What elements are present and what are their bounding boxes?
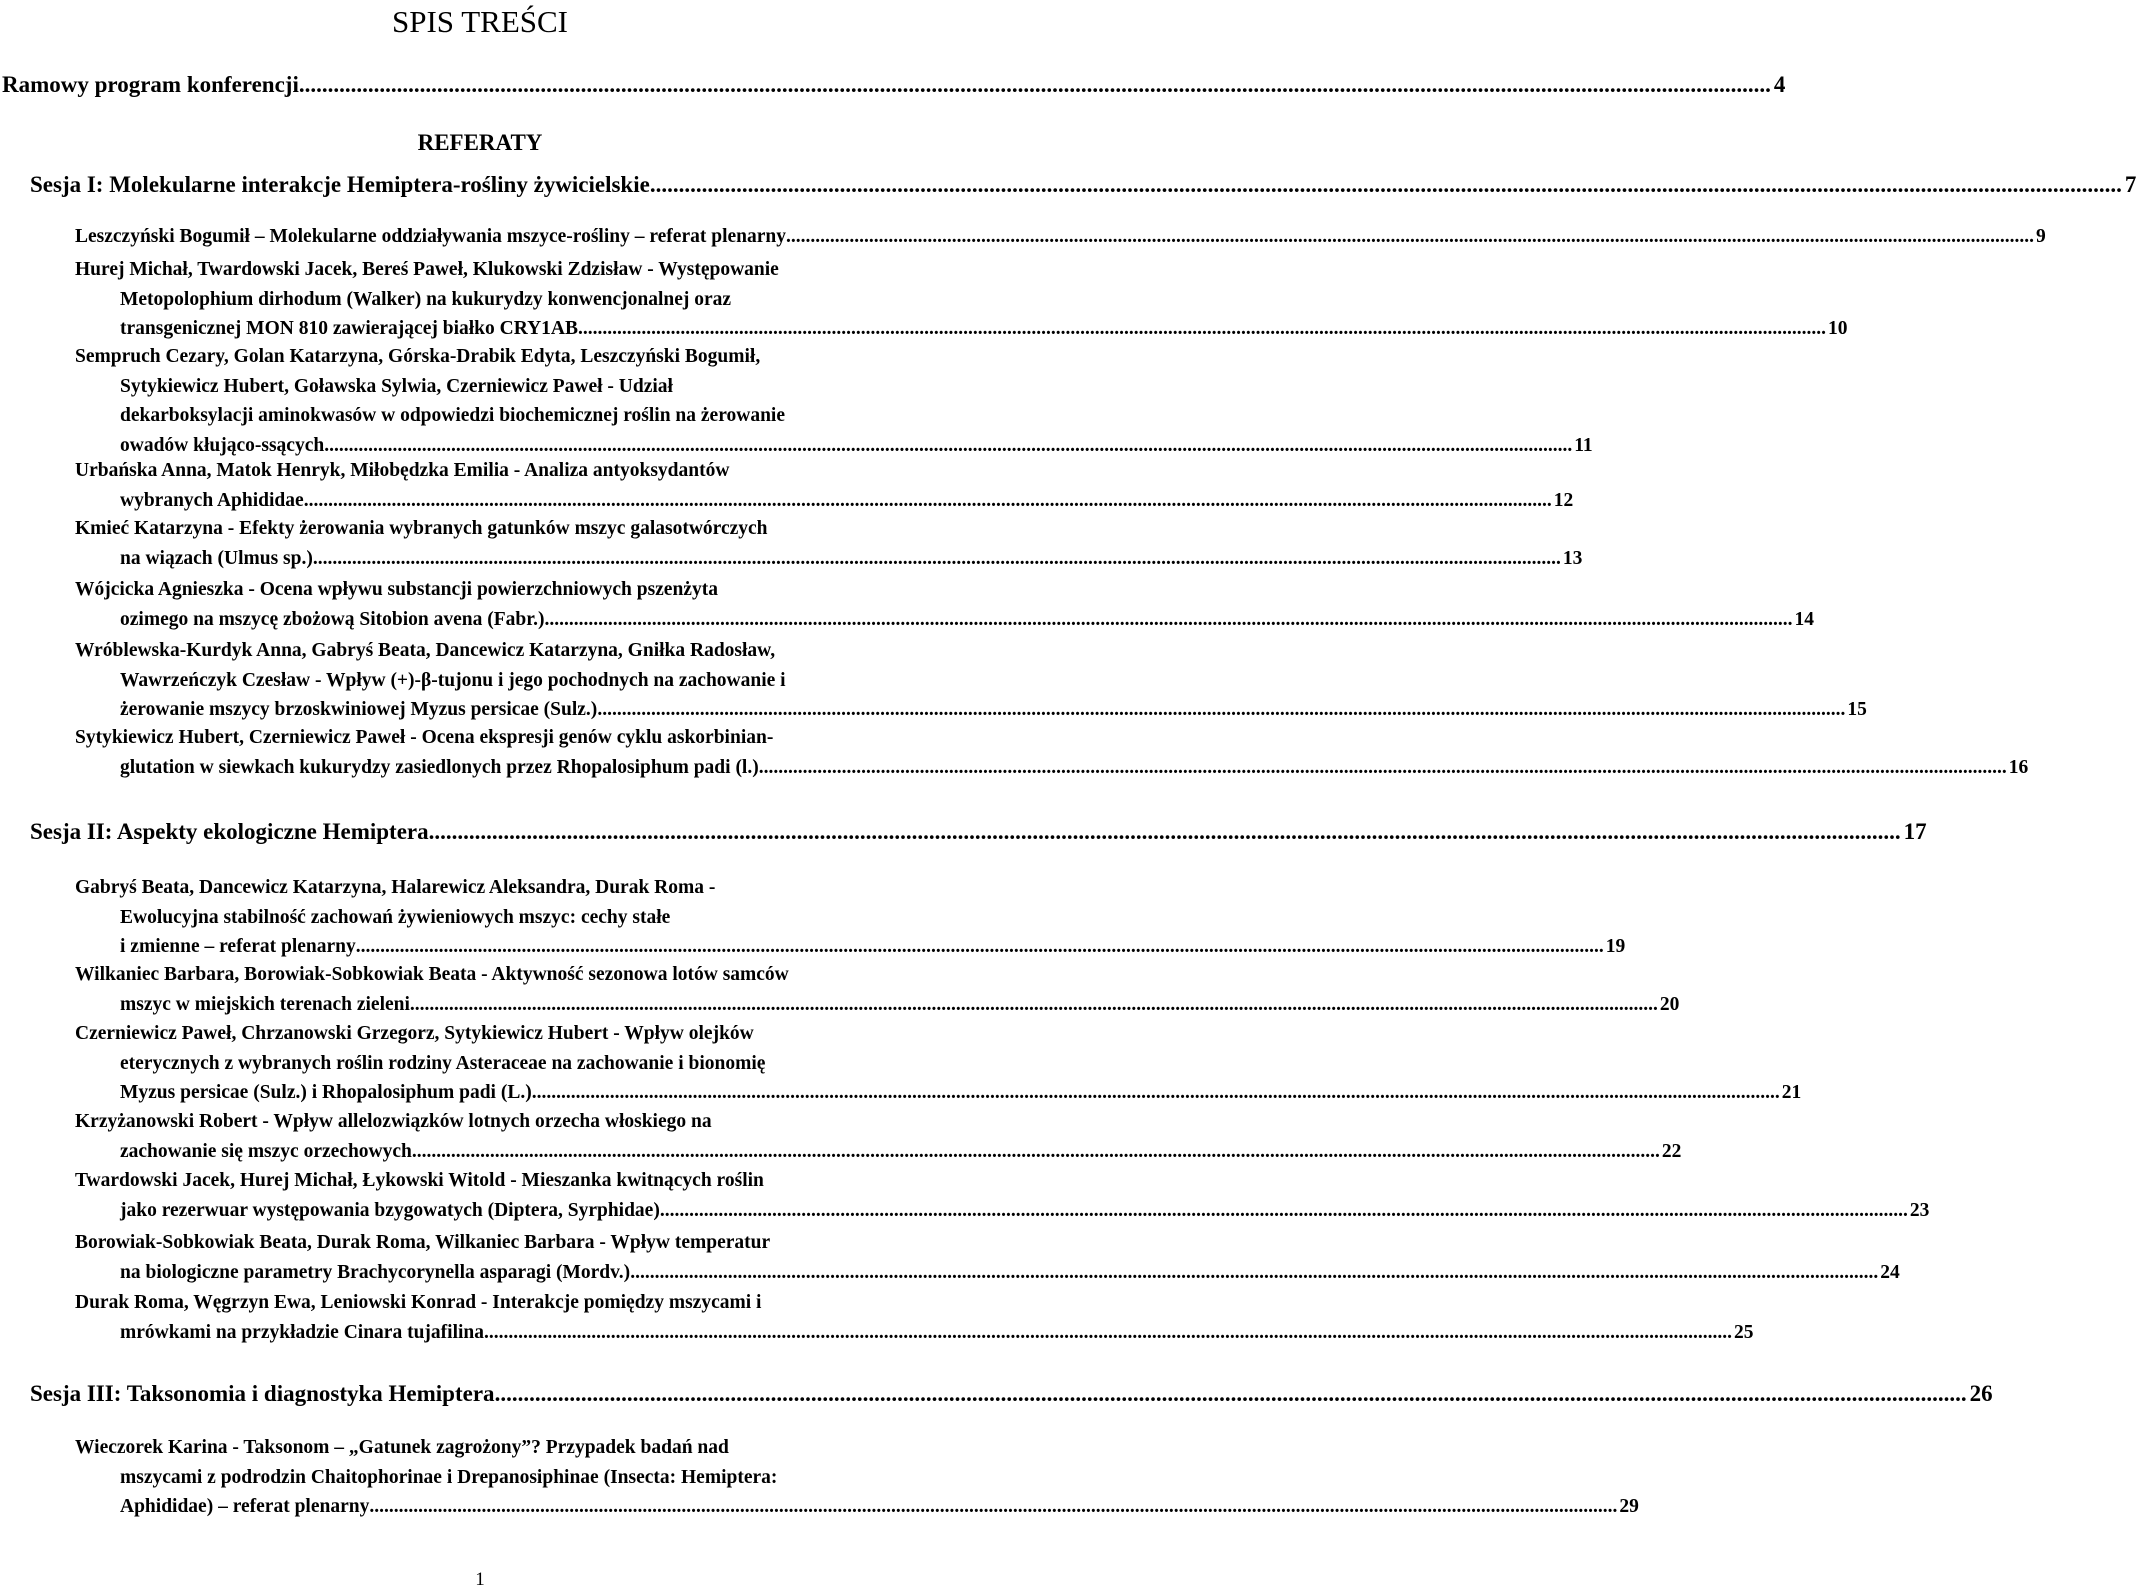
toc-entry-page: 10	[1828, 318, 1848, 339]
toc-entry	[75, 456, 1574, 515]
toc-entry-text: transgenicznej MON 810 zawierającej białko CRY1AB	[120, 318, 579, 339]
toc-entry-text: mszyc w miejskich terenach zieleni	[120, 993, 410, 1015]
toc-entry-last-line	[75, 1258, 1900, 1288]
toc-entry	[75, 1166, 1930, 1225]
toc-entry-last-line	[75, 1492, 1639, 1522]
dot-leader	[630, 1258, 1878, 1288]
toc-entry	[75, 723, 2029, 782]
dot-leader	[578, 314, 1826, 344]
toc-entry-last-line	[75, 990, 1680, 1020]
toc-entry	[75, 514, 1583, 573]
toc-entry-page: 24	[1880, 1261, 1900, 1283]
toc-entry-text: glutation w siewkach kukurydzy zasiedlonych przez Rhopalosiphum padi (l.)	[120, 756, 759, 778]
toc-entry-line: Ewolucyjna stabilność zachowań żywieniowych mszyc: cechy stałe	[120, 906, 671, 928]
toc-entry-page: 21	[1781, 1082, 1802, 1103]
dot-leader	[304, 486, 1552, 516]
toc-entry-last-line	[75, 1318, 1754, 1348]
session-heading-text: Sesja I: Molekularne interakcje Hemiptera-rośliny żywicielskie	[30, 172, 650, 197]
toc-entry-last-line	[75, 314, 1848, 344]
toc-entry	[75, 1433, 1639, 1522]
toc-entry	[75, 960, 1680, 1019]
toc-entry	[75, 1107, 1682, 1166]
dot-leader	[412, 1137, 1660, 1167]
toc-entry-line: Gabryś Beata, Dancewicz Katarzyna, Halarewicz Aleksandra, Durak Roma -	[75, 877, 716, 898]
session-2-heading	[30, 817, 1927, 847]
toc-entry-line: eterycznych z wybranych roślin rodziny Asteraceae na zachowanie i bionomię	[120, 1052, 766, 1074]
toc-entry-page: 29	[1619, 1496, 1639, 1517]
section-heading-referaty: REFERATY	[417, 130, 543, 155]
toc-entry-page: 13	[1562, 547, 1583, 569]
toc-entry-last-line	[75, 605, 1814, 635]
toc-entry	[75, 1288, 1754, 1347]
toc-entry-text: Myzus persicae (Sulz.) i Rhopalosiphum padi (L.)	[120, 1082, 532, 1103]
dot-leader	[313, 544, 1561, 574]
session-heading-text: Sesja II: Aspekty ekologiczne Hemiptera	[30, 819, 429, 844]
toc-entry-line: Borowiak-Sobkowiak Beata, Durak Roma, Wilkaniec Barbara - Wpływ temperatur	[75, 1232, 771, 1253]
toc-entry-last-line	[75, 932, 1626, 962]
toc-entry	[75, 1019, 1802, 1108]
footer-page-number: 1	[475, 1569, 485, 1590]
toc-entry-line: Kmieć Katarzyna - Efekty żerowania wybranych gatunków mszyc galasotwórczych	[75, 518, 768, 539]
toc-line-page: 4	[1773, 72, 1786, 97]
toc-entry-page: 22	[1661, 1140, 1682, 1162]
toc-entry	[75, 255, 1848, 344]
dot-leader	[786, 222, 2034, 252]
session-heading-page: 7	[2124, 172, 2136, 197]
toc-entry-line: Twardowski Jacek, Hurej Michał, Łykowski Witold - Mieszanka kwitnących roślin	[75, 1170, 764, 1191]
toc-entry-text: na biologiczne parametry Brachycorynella asparagi (Mordv.)	[120, 1261, 631, 1283]
toc-entry	[75, 1228, 1900, 1287]
toc-entry	[75, 636, 1867, 725]
toc-entry-text: jako rezerwuar występowania bzygowatych (Diptera, Syrphidae)	[120, 1199, 660, 1221]
toc-entry-line: Krzyżanowski Robert - Wpływ allelozwiązków lotnych orzecha włoskiego na	[75, 1111, 712, 1132]
toc-entry-text: Leszczyński Bogumił – Molekularne oddziaływania mszyce-rośliny – referat plenarny	[75, 226, 786, 247]
toc-entry-last-line	[75, 1196, 1930, 1226]
toc-entry-line: dekarboksylacji aminokwasów w odpowiedzi biochemicznej roślin na żerowanie	[120, 405, 785, 426]
session-heading-page: 26	[1969, 1381, 1993, 1406]
toc-entry-line: Wróblewska-Kurdyk Anna, Gabryś Beata, Dancewicz Katarzyna, Gniłka Radosław,	[75, 640, 776, 661]
toc-entry-text: żerowanie mszycy brzoskwiniowej Myzus persicae (Sulz.)	[120, 699, 598, 720]
session-1-heading	[30, 170, 2136, 200]
toc-entry-line: Sempruch Cezary, Golan Katarzyna, Górska-Drabik Edyta, Leszczyński Bogumił,	[75, 346, 761, 367]
session-heading-page: 17	[1903, 819, 1927, 844]
dot-leader	[484, 1318, 1732, 1348]
toc-entry-text: wybranych Aphididae	[120, 489, 304, 511]
toc-entry-last-line	[75, 486, 1574, 516]
toc-entry-line: Metopolophium dirhodum (Walker) na kukurydzy konwencjonalnej oraz	[120, 288, 732, 310]
toc-entry-last-line	[75, 222, 2046, 252]
dot-leader	[759, 753, 2007, 783]
dot-leader	[597, 695, 1845, 725]
toc-entry-line: Sytykiewicz Hubert, Czerniewicz Paweł - Ocena ekspresji genów cyklu askorbinian-	[75, 727, 774, 748]
dot-leader	[410, 990, 1658, 1020]
toc-entry-page: 15	[1847, 699, 1867, 720]
toc-entry-text: ozimego na mszycę zbożową Sitobion avena (Fabr.)	[120, 608, 545, 630]
toc-entry-page: 14	[1794, 608, 1814, 630]
toc-line-program	[2, 70, 1786, 100]
toc-entry	[75, 873, 1626, 962]
page-title: SPIS TREŚCI	[391, 4, 569, 39]
toc-entry-page: 11	[1574, 434, 1593, 456]
toc-entry-page: 25	[1734, 1321, 1754, 1343]
toc-entry-text: owadów kłująco-ssących	[120, 434, 325, 456]
dot-leader	[660, 1196, 1908, 1226]
toc-entry	[75, 575, 1814, 634]
toc-entry-page: 16	[2008, 756, 2029, 778]
session-3-heading	[30, 1379, 1993, 1409]
toc-entry-line: Wójcicka Agnieszka - Ocena wpływu substancji powierzchniowych pszenżyta	[75, 579, 718, 600]
toc-entry-line: Durak Roma, Węgrzyn Ewa, Leniowski Konrad - Interakcje pomiędzy mszycami i	[75, 1292, 762, 1313]
toc-entry-text: mrówkami na przykładzie Cinara tujafilina	[120, 1321, 484, 1343]
toc-line-text: Ramowy program konferencji	[2, 72, 299, 97]
toc-entry-line: mszycami z podrodzin Chaitophorinae i Drepanosiphinae (Insecta: Hemiptera:	[120, 1466, 778, 1488]
dot-leader	[369, 1492, 1617, 1522]
toc-entry-text: i zmienne – referat plenarny	[120, 936, 356, 957]
dot-leader	[495, 1379, 1967, 1409]
toc-entry-line: Wieczorek Karina - Taksonom – „Gatunek zagrożony”? Przypadek badań nad	[75, 1437, 729, 1458]
toc-entry-last-line	[75, 1078, 1802, 1108]
toc-entry-last-line	[75, 753, 2029, 783]
toc-entry-line: Wawrzeńczyk Czesław - Wpływ (+)-β-tujonu i jego pochodnych na zachowanie i	[120, 669, 786, 691]
dot-leader	[532, 1078, 1780, 1108]
toc-entry-line: Sytykiewicz Hubert, Goławska Sylwia, Czerniewicz Paweł - Udział	[120, 375, 673, 397]
dot-leader	[356, 932, 1604, 962]
toc-entry-page: 9	[2036, 226, 2046, 247]
dot-leader	[299, 70, 1771, 100]
toc-entry	[75, 342, 1593, 460]
toc-entry-last-line	[75, 1137, 1682, 1167]
toc-entry-page: 12	[1553, 489, 1574, 511]
toc-entry-page: 19	[1605, 936, 1626, 957]
toc-entry-page: 23	[1909, 1199, 1930, 1221]
toc-entry-last-line	[75, 544, 1583, 574]
dot-leader	[544, 605, 1792, 635]
toc-entry-text: na wiązach (Ulmus sp.)	[120, 547, 313, 569]
toc-entry-line: Urbańska Anna, Matok Henryk, Miłobędzka Emilia - Analiza antyoksydantów	[75, 460, 730, 481]
dot-leader	[429, 817, 1901, 847]
session-heading-text: Sesja III: Taksonomia i diagnostyka Hemiptera	[30, 1381, 495, 1406]
toc-entry	[75, 222, 2046, 252]
toc-entry-page: 20	[1659, 993, 1680, 1015]
toc-entry-line: Wilkaniec Barbara, Borowiak-Sobkowiak Beata - Aktywność sezonowa lotów samców	[75, 964, 789, 985]
dot-leader	[650, 170, 2122, 200]
toc-entry-text: Aphididae) – referat plenarny	[120, 1496, 370, 1517]
toc-entry-line: Czerniewicz Paweł, Chrzanowski Grzegorz, Sytykiewicz Hubert - Wpływ olejków	[75, 1023, 754, 1044]
toc-entry-line: Hurej Michał, Twardowski Jacek, Bereś Paweł, Klukowski Zdzisław - Występowanie	[75, 259, 779, 280]
toc-entry-text: zachowanie się mszyc orzechowych	[120, 1140, 412, 1162]
toc-entry-last-line	[75, 695, 1867, 725]
